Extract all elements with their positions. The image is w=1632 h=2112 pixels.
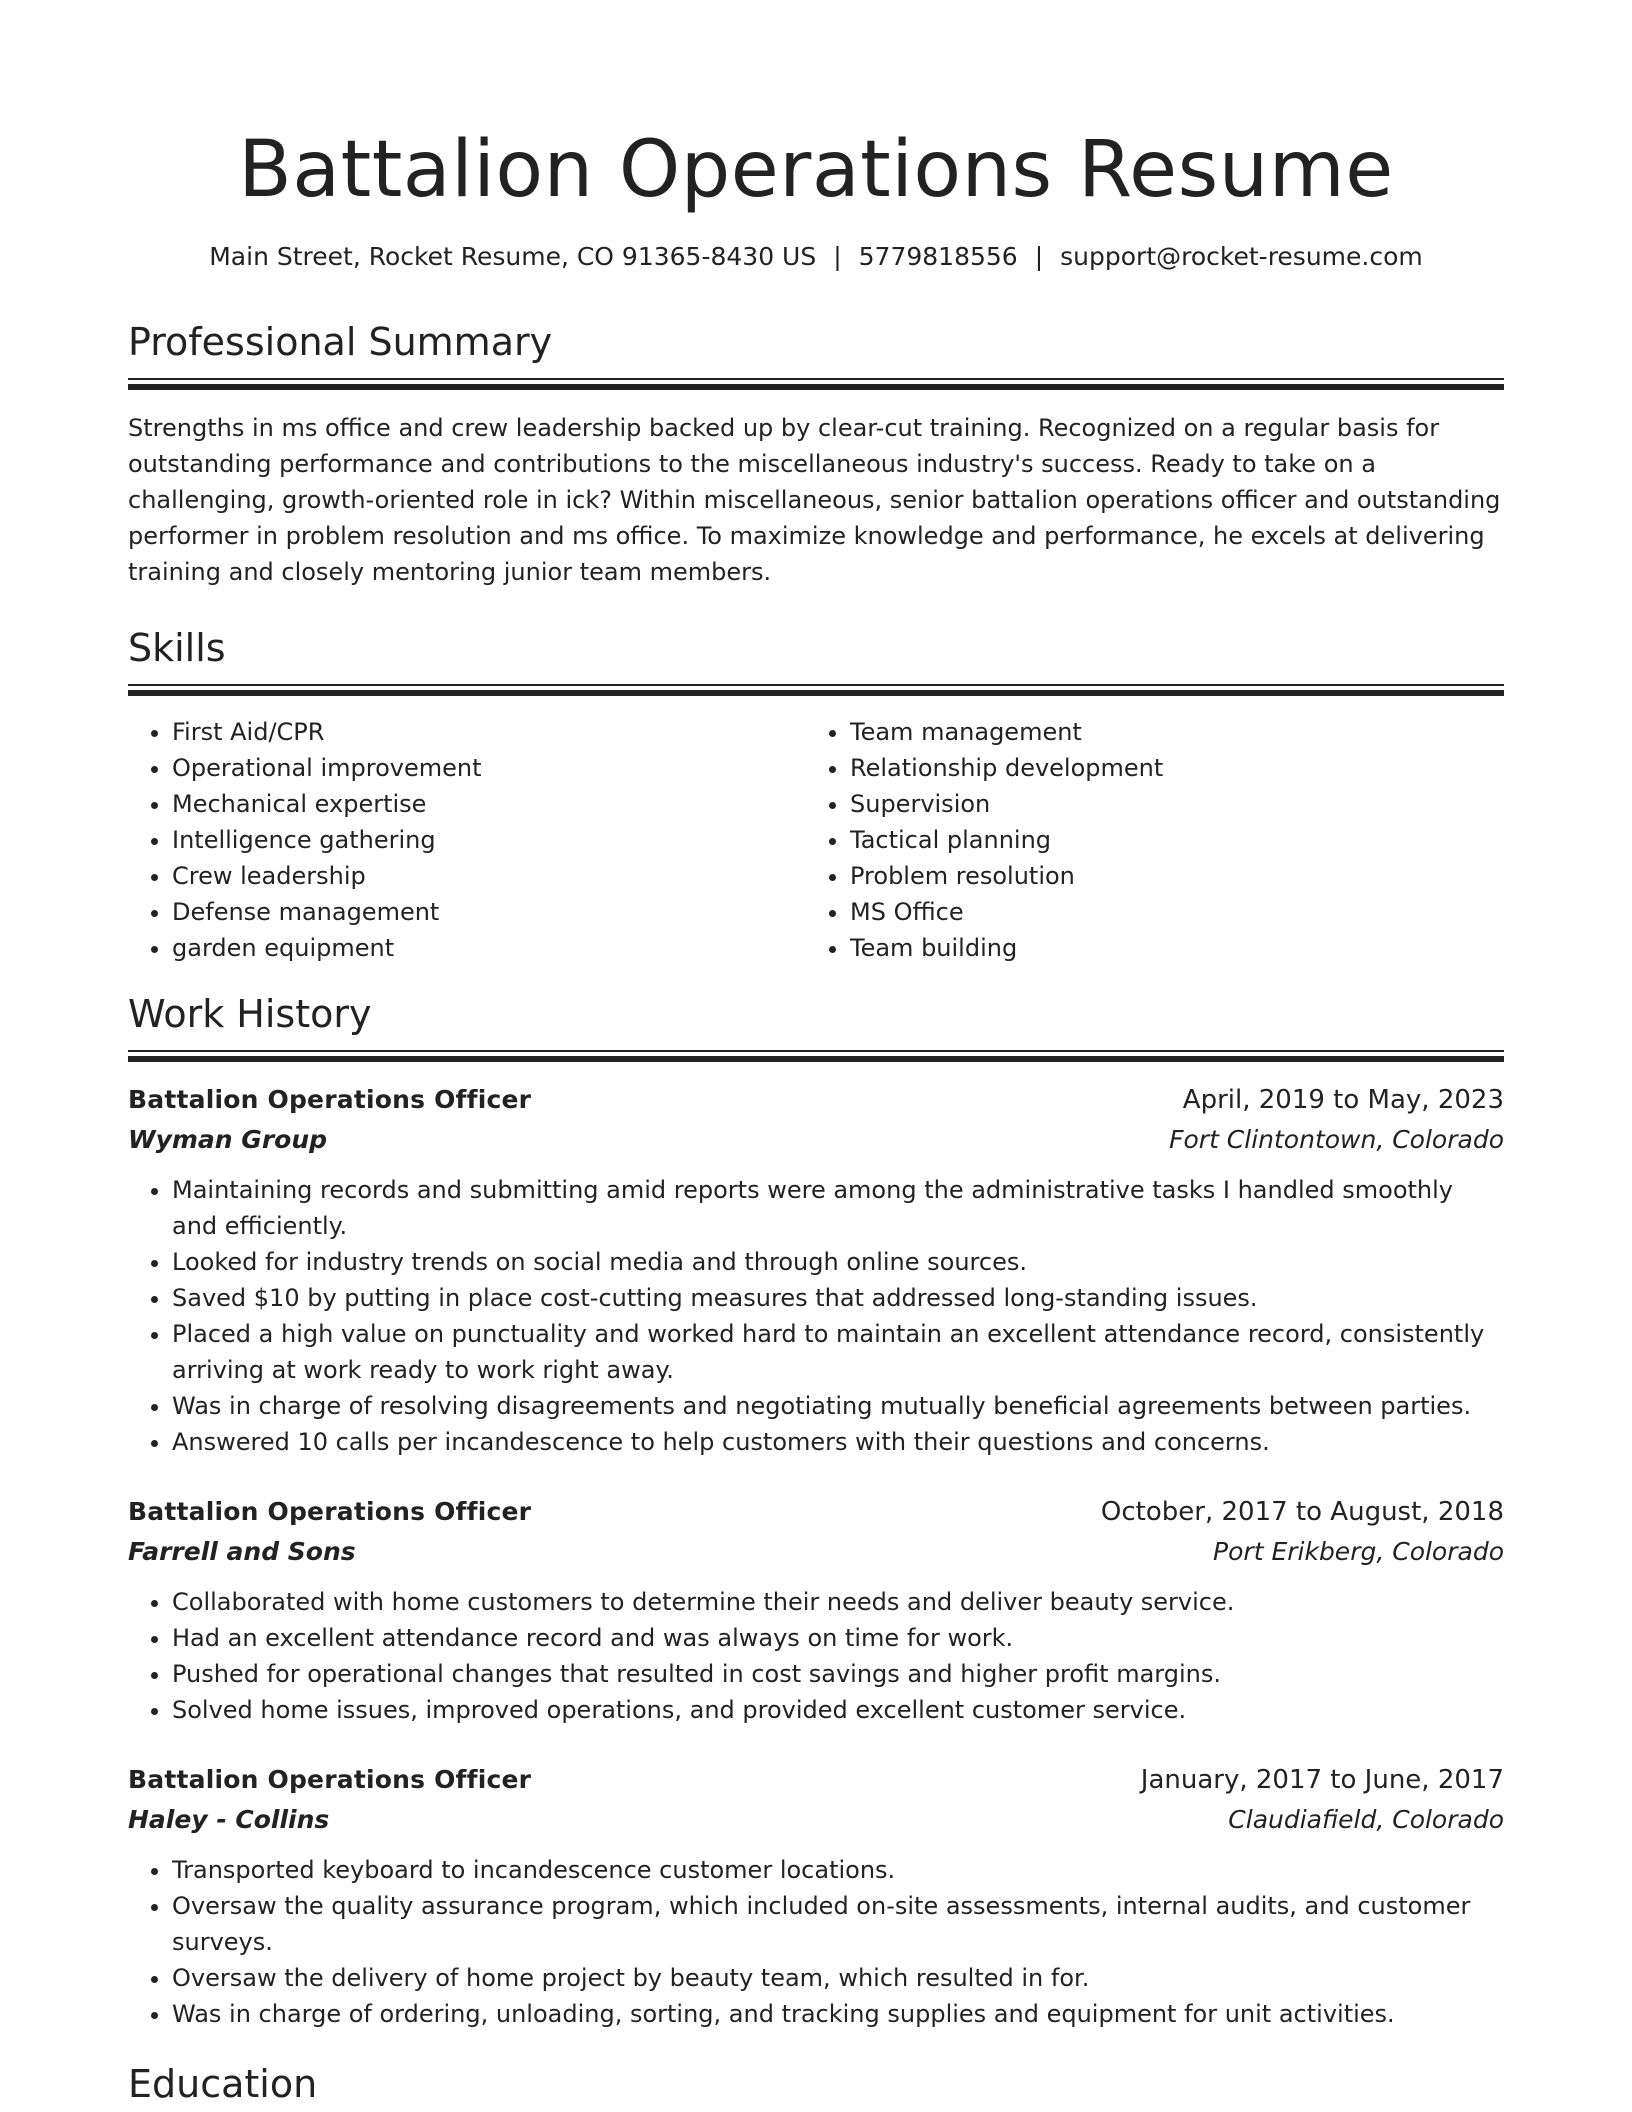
job-header-row bbox=[128, 1760, 1504, 1800]
job-bullet: • Was in charge of ordering, unloading, sorting, and tracking supplies and equipment for unit activities. bbox=[172, 1996, 1504, 2032]
skill-item: • Crew leadership bbox=[172, 858, 806, 894]
job-bullets bbox=[128, 1584, 1504, 1728]
skill-item: • Operational improvement bbox=[172, 750, 806, 786]
job-bullet: • Had an excellent attendance record and was always on time for work. bbox=[172, 1620, 1504, 1656]
work-history-section bbox=[128, 990, 1504, 2032]
skills-list-left bbox=[128, 714, 806, 966]
skills-grid bbox=[128, 714, 1504, 966]
job-bullet: • Looked for industry trends on social media and through online sources. bbox=[172, 1244, 1504, 1280]
section-divider bbox=[128, 378, 1504, 388]
section-title-skills: Skills bbox=[128, 626, 226, 670]
job-dates: April, 2019 to May, 2023 bbox=[1182, 1085, 1504, 1115]
contact-address: Main Street, Rocket Resume, CO 91365-8430 US bbox=[209, 242, 817, 271]
job-title: Battalion Operations Officer bbox=[128, 1497, 532, 1526]
job-company: Farrell and Sons bbox=[128, 1537, 356, 1566]
job-company-row bbox=[128, 1800, 1504, 1840]
job-bullet: • Oversaw the quality assurance program, which included on-site assessments, internal audits, and customer surveys. bbox=[172, 1888, 1504, 1960]
contact-email: support@rocket-resume.com bbox=[1060, 242, 1423, 271]
skill-item: • Team building bbox=[850, 930, 1484, 966]
contact-separator: | bbox=[1034, 242, 1044, 271]
skill-item: • Relationship development bbox=[850, 750, 1484, 786]
job-entry bbox=[128, 1080, 1504, 1460]
skill-item: • Mechanical expertise bbox=[172, 786, 806, 822]
job-bullet: • Collaborated with home customers to determine their needs and deliver beauty service. bbox=[172, 1584, 1504, 1620]
contact-line bbox=[128, 240, 1504, 274]
job-location: Fort Clintontown, Colorado bbox=[1169, 1125, 1504, 1154]
job-header-row bbox=[128, 1492, 1504, 1532]
job-dates: October, 2017 to August, 2018 bbox=[1100, 1497, 1504, 1527]
skill-item: • garden equipment bbox=[172, 930, 806, 966]
section-title-summary: Professional Summary bbox=[128, 320, 553, 364]
job-location: Port Erikberg, Colorado bbox=[1213, 1537, 1504, 1566]
job-company-row bbox=[128, 1120, 1504, 1160]
skills-section bbox=[128, 624, 1504, 966]
job-bullet: • Transported keyboard to incandescence customer locations. bbox=[172, 1852, 1504, 1888]
skill-item: • Intelligence gathering bbox=[172, 822, 806, 858]
resume-title: Battalion Operations Resume bbox=[238, 125, 1394, 215]
section-divider bbox=[128, 1050, 1504, 1060]
section-title-education: Education bbox=[128, 2062, 318, 2106]
resume-page bbox=[128, 0, 1504, 2108]
job-header-row bbox=[128, 1080, 1504, 1120]
skill-item: • MS Office bbox=[850, 894, 1484, 930]
summary-text: Strengths in ms office and crew leadership backed up by clear-cut training. Recognized on a regular basis for outstanding performance and contributions to the miscellaneous industry's success. Ready to take on a challenging, growth-oriented role in ick? Within miscellaneous, senior battalion operations officer and outstanding performer in problem resolution and ms office. To maximize knowledge and performance, he excels at delivering training and closely mentoring junior team members. bbox=[128, 414, 1501, 586]
job-location: Claudiafield, Colorado bbox=[1228, 1805, 1504, 1834]
job-bullet: • Answered 10 calls per incandescence to help customers with their questions and concerns. bbox=[172, 1424, 1504, 1460]
job-title: Battalion Operations Officer bbox=[128, 1085, 532, 1114]
job-bullet: • Saved $10 by putting in place cost-cutting measures that addressed long-standing issues. bbox=[172, 1280, 1504, 1316]
section-divider bbox=[128, 684, 1504, 694]
job-bullet: • Solved home issues, improved operations, and provided excellent customer service. bbox=[172, 1692, 1504, 1728]
section-title-work-history: Work History bbox=[128, 992, 372, 1036]
contact-phone: 5779818556 bbox=[858, 242, 1018, 271]
job-bullets bbox=[128, 1172, 1504, 1460]
job-entry bbox=[128, 1492, 1504, 1728]
job-entry bbox=[128, 1760, 1504, 2032]
professional-summary-section bbox=[128, 318, 1504, 590]
skills-list-right bbox=[806, 714, 1484, 966]
contact-separator: | bbox=[833, 242, 842, 271]
job-dates: January, 2017 to June, 2017 bbox=[1140, 1765, 1504, 1795]
skill-item: • Problem resolution bbox=[850, 858, 1484, 894]
skill-item: • First Aid/CPR bbox=[172, 714, 806, 750]
job-company-row bbox=[128, 1532, 1504, 1572]
job-company: Wyman Group bbox=[128, 1125, 328, 1154]
job-bullets bbox=[128, 1852, 1504, 2032]
job-company: Haley - Collins bbox=[128, 1805, 330, 1834]
skill-item: • Team management bbox=[850, 714, 1484, 750]
job-bullet: • Oversaw the delivery of home project by beauty team, which resulted in for. bbox=[172, 1960, 1504, 1996]
job-bullet: • Maintaining records and submitting amid reports were among the administrative tasks I handled smoothly and efficiently. bbox=[172, 1172, 1504, 1244]
job-bullet: • Placed a high value on punctuality and worked hard to maintain an excellent attendance record, consistently arriving at work ready to work right away. bbox=[172, 1316, 1504, 1388]
job-title: Battalion Operations Officer bbox=[128, 1765, 532, 1794]
job-bullet: • Pushed for operational changes that resulted in cost savings and higher profit margins. bbox=[172, 1656, 1504, 1692]
job-bullet: • Was in charge of resolving disagreements and negotiating mutually beneficial agreements between parties. bbox=[172, 1388, 1504, 1424]
skill-item: • Defense management bbox=[172, 894, 806, 930]
skill-item: • Tactical planning bbox=[850, 822, 1484, 858]
skill-item: • Supervision bbox=[850, 786, 1484, 822]
education-section bbox=[128, 2060, 1504, 2108]
